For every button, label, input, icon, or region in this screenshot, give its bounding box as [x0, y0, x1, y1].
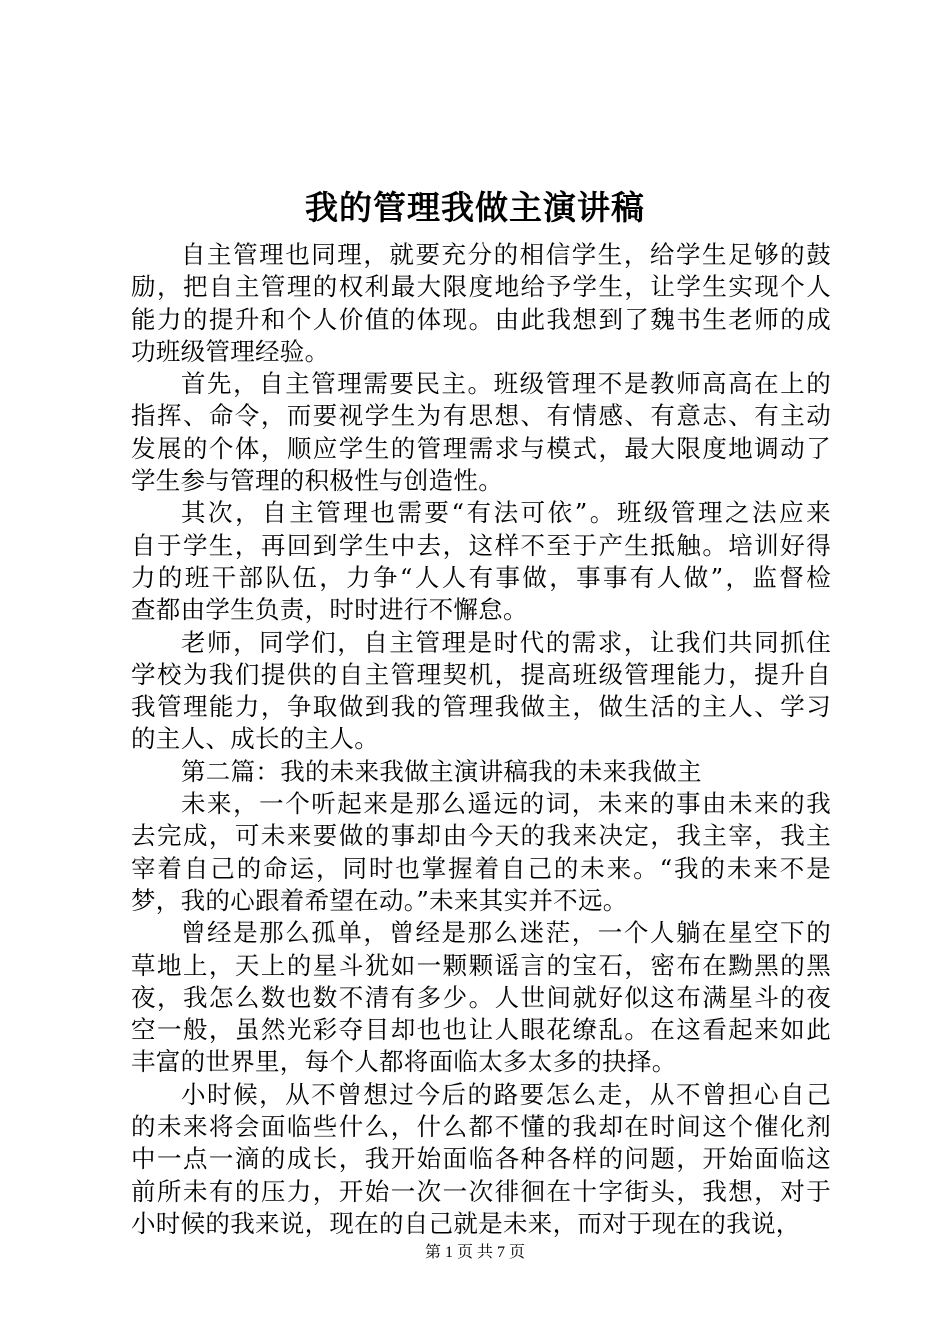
paragraph	[131, 239, 831, 368]
text-line: 学校为我们提供的自主管理契机，提高班级管理能力，提升自	[131, 659, 831, 689]
paragraph	[131, 1079, 831, 1240]
text-line: 中一点一滴的成长，我开始面临各种各样的问题，开始面临这	[131, 1144, 831, 1174]
text-line: 草地上，天上的星斗犹如一颗颗谣言的宝石，密布在黝黑的黑	[131, 950, 831, 980]
text-line: 学生参与管理的积极性与创造性。	[131, 466, 503, 496]
text-line: 的未来将会面临些什么，什么都不懂的我却在时间这个催化剂	[131, 1112, 831, 1142]
text-line: 查都由学生负责，时时进行不懈怠。	[131, 595, 528, 625]
text-line: 丰富的世界里，每个人都将面临太多太多的抉择。	[131, 1047, 677, 1077]
text-line: 功班级管理经验。	[131, 336, 330, 366]
text-line: 能力的提升和个人价值的体现。由此我想到了魏书生老师的成	[131, 304, 831, 334]
text-line: 小时候的我来说，现在的自己就是未来，而对于现在的我说，	[131, 1208, 801, 1238]
text-line: 首先，自主管理需要民主。班级管理不是教师高高在上的	[181, 369, 831, 399]
document-title: 我的管理我做主演讲稿	[305, 188, 645, 227]
text-line: 老师，同学们，自主管理是时代的需求，让我们共同抓住	[181, 627, 831, 657]
text-line: 力的班干部队伍，力争“人人有事做，事事有人做”，监督检	[131, 562, 831, 592]
paragraph	[131, 756, 831, 788]
text-line: 发展的个体，顺应学生的管理需求与模式，最大限度地调动了	[131, 433, 831, 463]
text-line: 空一般，虽然光彩夺目却也也让人眼花缭乱。在这看起来如此	[131, 1015, 831, 1045]
text-line: 第二篇：我的未来我做主演讲稿我的未来我做主	[181, 756, 702, 786]
paragraph	[131, 788, 831, 917]
paragraph	[131, 368, 831, 497]
text-line: 夜，我怎么数也数不清有多少。人世间就好似这布满星斗的夜	[131, 982, 831, 1012]
text-line: 曾经是那么孤单，曾经是那么迷茫，一个人躺在星空下的	[181, 918, 831, 948]
text-line: 指挥、命令，而要视学生为有思想、有情感、有意志、有主动	[131, 401, 831, 431]
text-line: 未来，一个听起来是那么遥远的词，未来的事由未来的我	[181, 789, 831, 819]
text-line: 自主管理也同理，就要充分的相信学生，给学生足够的鼓	[181, 240, 831, 269]
text-line: 励，把自主管理的权利最大限度地给予学生，让学生实现个人	[131, 272, 831, 302]
text-line: 自于学生，再回到学生中去，这样不至于产生抵触。培训好得	[131, 530, 831, 560]
text-line: 其次，自主管理也需要“有法可依”。班级管理之法应来	[181, 498, 831, 528]
paragraph	[131, 497, 831, 626]
text-line: 梦，我的心跟着希望在动。”未来其实并不远。	[131, 885, 628, 915]
text-line: 去完成，可未来要做的事却由今天的我来决定，我主宰，我主	[131, 821, 831, 851]
text-line: 的主人、成长的主人。	[131, 724, 379, 754]
paragraph	[131, 917, 831, 1078]
document-body	[131, 239, 831, 1240]
text-line: 宰着自己的命运，同时也掌握着自己的未来。“我的未来不是	[131, 853, 831, 883]
paragraph	[131, 627, 831, 756]
text-line: 前所未有的压力，开始一次一次徘徊在十字街头，我想，对于	[131, 1176, 831, 1206]
text-line: 小时候，从不曾想过今后的路要怎么走，从不曾担心自己	[181, 1079, 831, 1109]
text-line: 我管理能力，争取做到我的管理我做主，做生活的主人、学习	[131, 692, 831, 722]
page-footer: 第 1 页 共 7 页	[424, 1244, 525, 1261]
